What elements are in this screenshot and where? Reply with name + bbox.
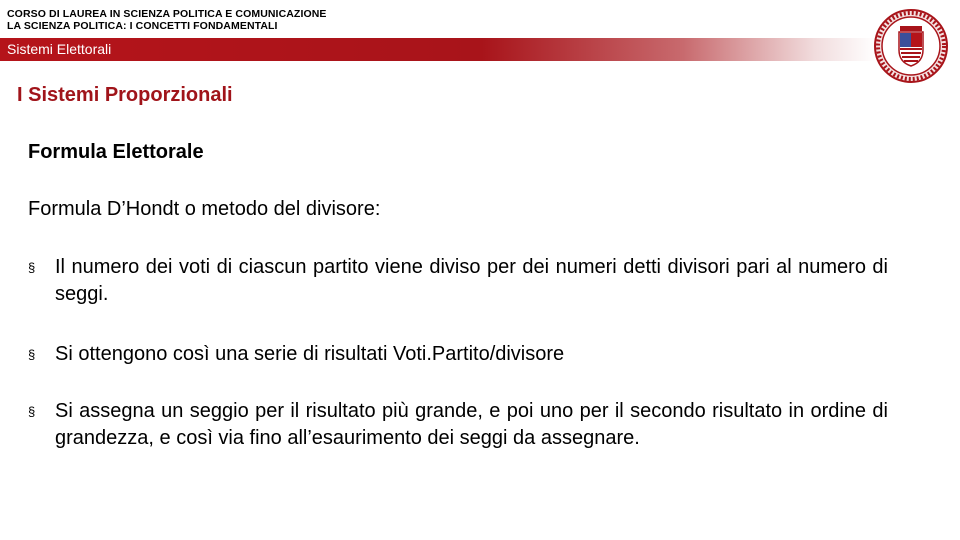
bullet-marker: § bbox=[28, 347, 36, 362]
section-label: Sistemi Elettorali bbox=[7, 41, 112, 57]
bullet-marker: § bbox=[28, 404, 36, 419]
section-band bbox=[0, 38, 876, 61]
bullet-item bbox=[28, 398, 888, 452]
bullet-text: Si ottengono così una serie di risultati Voti.Partito/divisore bbox=[55, 343, 565, 365]
course-line-1: CORSO DI LAUREA IN SCIENZA POLITICA E COMUNICAZIONE bbox=[7, 8, 327, 20]
bullet-text: Il numero dei voti di ciascun partito viene diviso per dei numeri detti divisori pari al numero di seggi. bbox=[55, 256, 888, 305]
section-subtitle: Formula Elettorale bbox=[28, 141, 204, 163]
university-seal-icon bbox=[873, 8, 949, 84]
intro-text: Formula D’Hondt o metodo del divisore: bbox=[28, 198, 381, 220]
bullet-item bbox=[28, 254, 888, 308]
page-title: I Sistemi Proporzionali bbox=[17, 84, 233, 106]
bullet-marker: § bbox=[28, 260, 36, 275]
course-title bbox=[7, 8, 327, 32]
bullet-item bbox=[28, 341, 888, 368]
bullet-text: Si assegna un seggio per il risultato più grande, e poi uno per il secondo risultato in ordine di grandezza, e così via fino all’esaurimento dei seggi da assegnare. bbox=[55, 400, 888, 449]
course-line-2: LA SCIENZA POLITICA: I CONCETTI FONDAMENTALI bbox=[7, 20, 278, 32]
